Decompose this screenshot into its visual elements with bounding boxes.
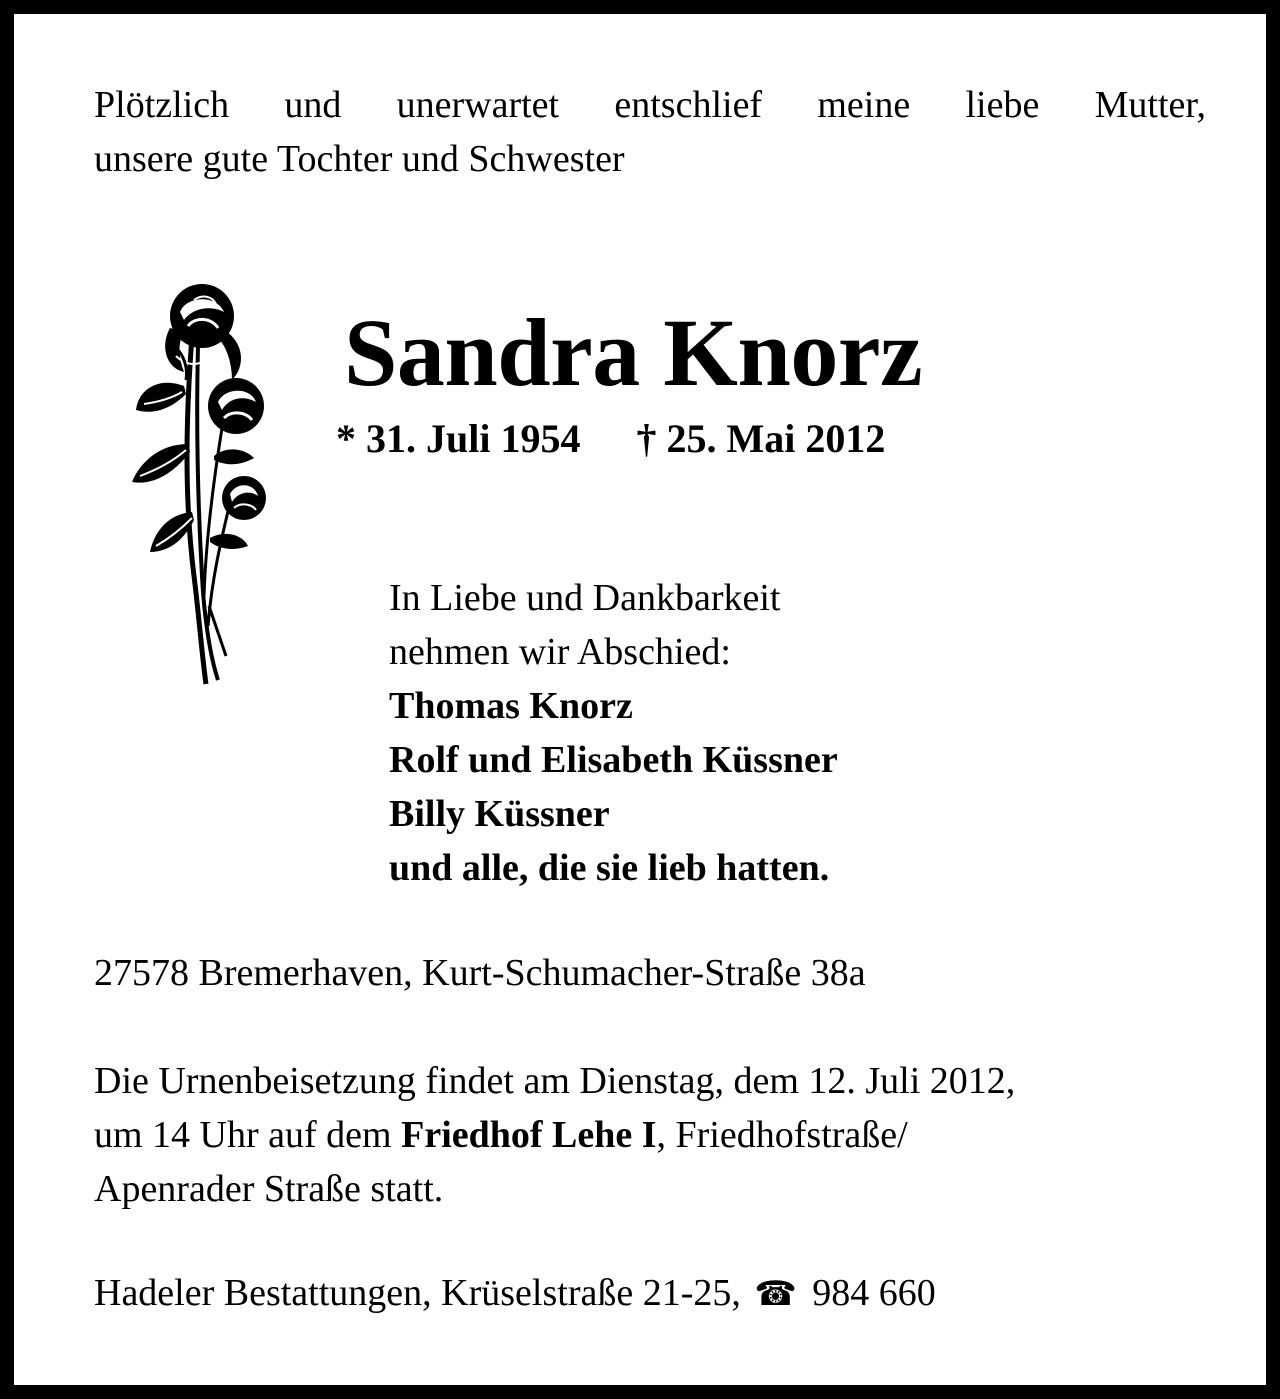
undertaker-phone: 984 660 (812, 1272, 936, 1314)
mourners-intro-1: In Liebe und Dankbarkeit (389, 577, 781, 619)
ceremony-line-2-pre: um 14 Uhr auf dem (94, 1114, 402, 1156)
ceremony-line-2-post: , Friedhofstraße/ (656, 1114, 908, 1156)
undertaker-text: Hadeler Bestattungen, Krüselstraße 21-25, (94, 1272, 741, 1314)
mourners-intro-2: nehmen wir Abschied: (389, 631, 731, 673)
telephone-icon: ☎ (754, 1274, 797, 1314)
ceremony-line-2 (94, 1108, 1015, 1162)
intro-line-2: unsere gute Tochter und Schwester (94, 138, 625, 180)
rose-icon (114, 276, 274, 688)
death-date: † 25. Mai 2012 (636, 416, 886, 461)
family-address: 27578 Bremerhaven, Kurt-Schumacher-Straße 38a (94, 952, 866, 994)
mourner-name: Thomas Knorz (389, 685, 633, 727)
ceremony-info (94, 1054, 1015, 1216)
mourners-block (389, 571, 838, 895)
ceremony-line-1: Die Urnenbeisetzung findet am Dienstag, dem 12. Juli 2012, (94, 1060, 1016, 1102)
undertaker-info (94, 1266, 936, 1321)
intro-text (94, 78, 1206, 186)
birth-date: * 31. Juli 1954 (336, 416, 581, 461)
deceased-name: Sandra Knorz (344, 299, 923, 406)
mourner-name: und alle, die sie lieb hatten. (389, 847, 830, 889)
intro-line-1: Plötzlich und unerwartet entschlief meine liebe Mutter, (94, 84, 1206, 126)
life-dates (336, 412, 885, 466)
cemetery-name: Friedhof Lehe I (401, 1114, 657, 1156)
ceremony-line-3: Apenrader Straße statt. (94, 1168, 444, 1210)
mourner-name: Billy Küssner (389, 793, 610, 835)
mourner-name: Rolf und Elisabeth Küssner (389, 739, 838, 781)
